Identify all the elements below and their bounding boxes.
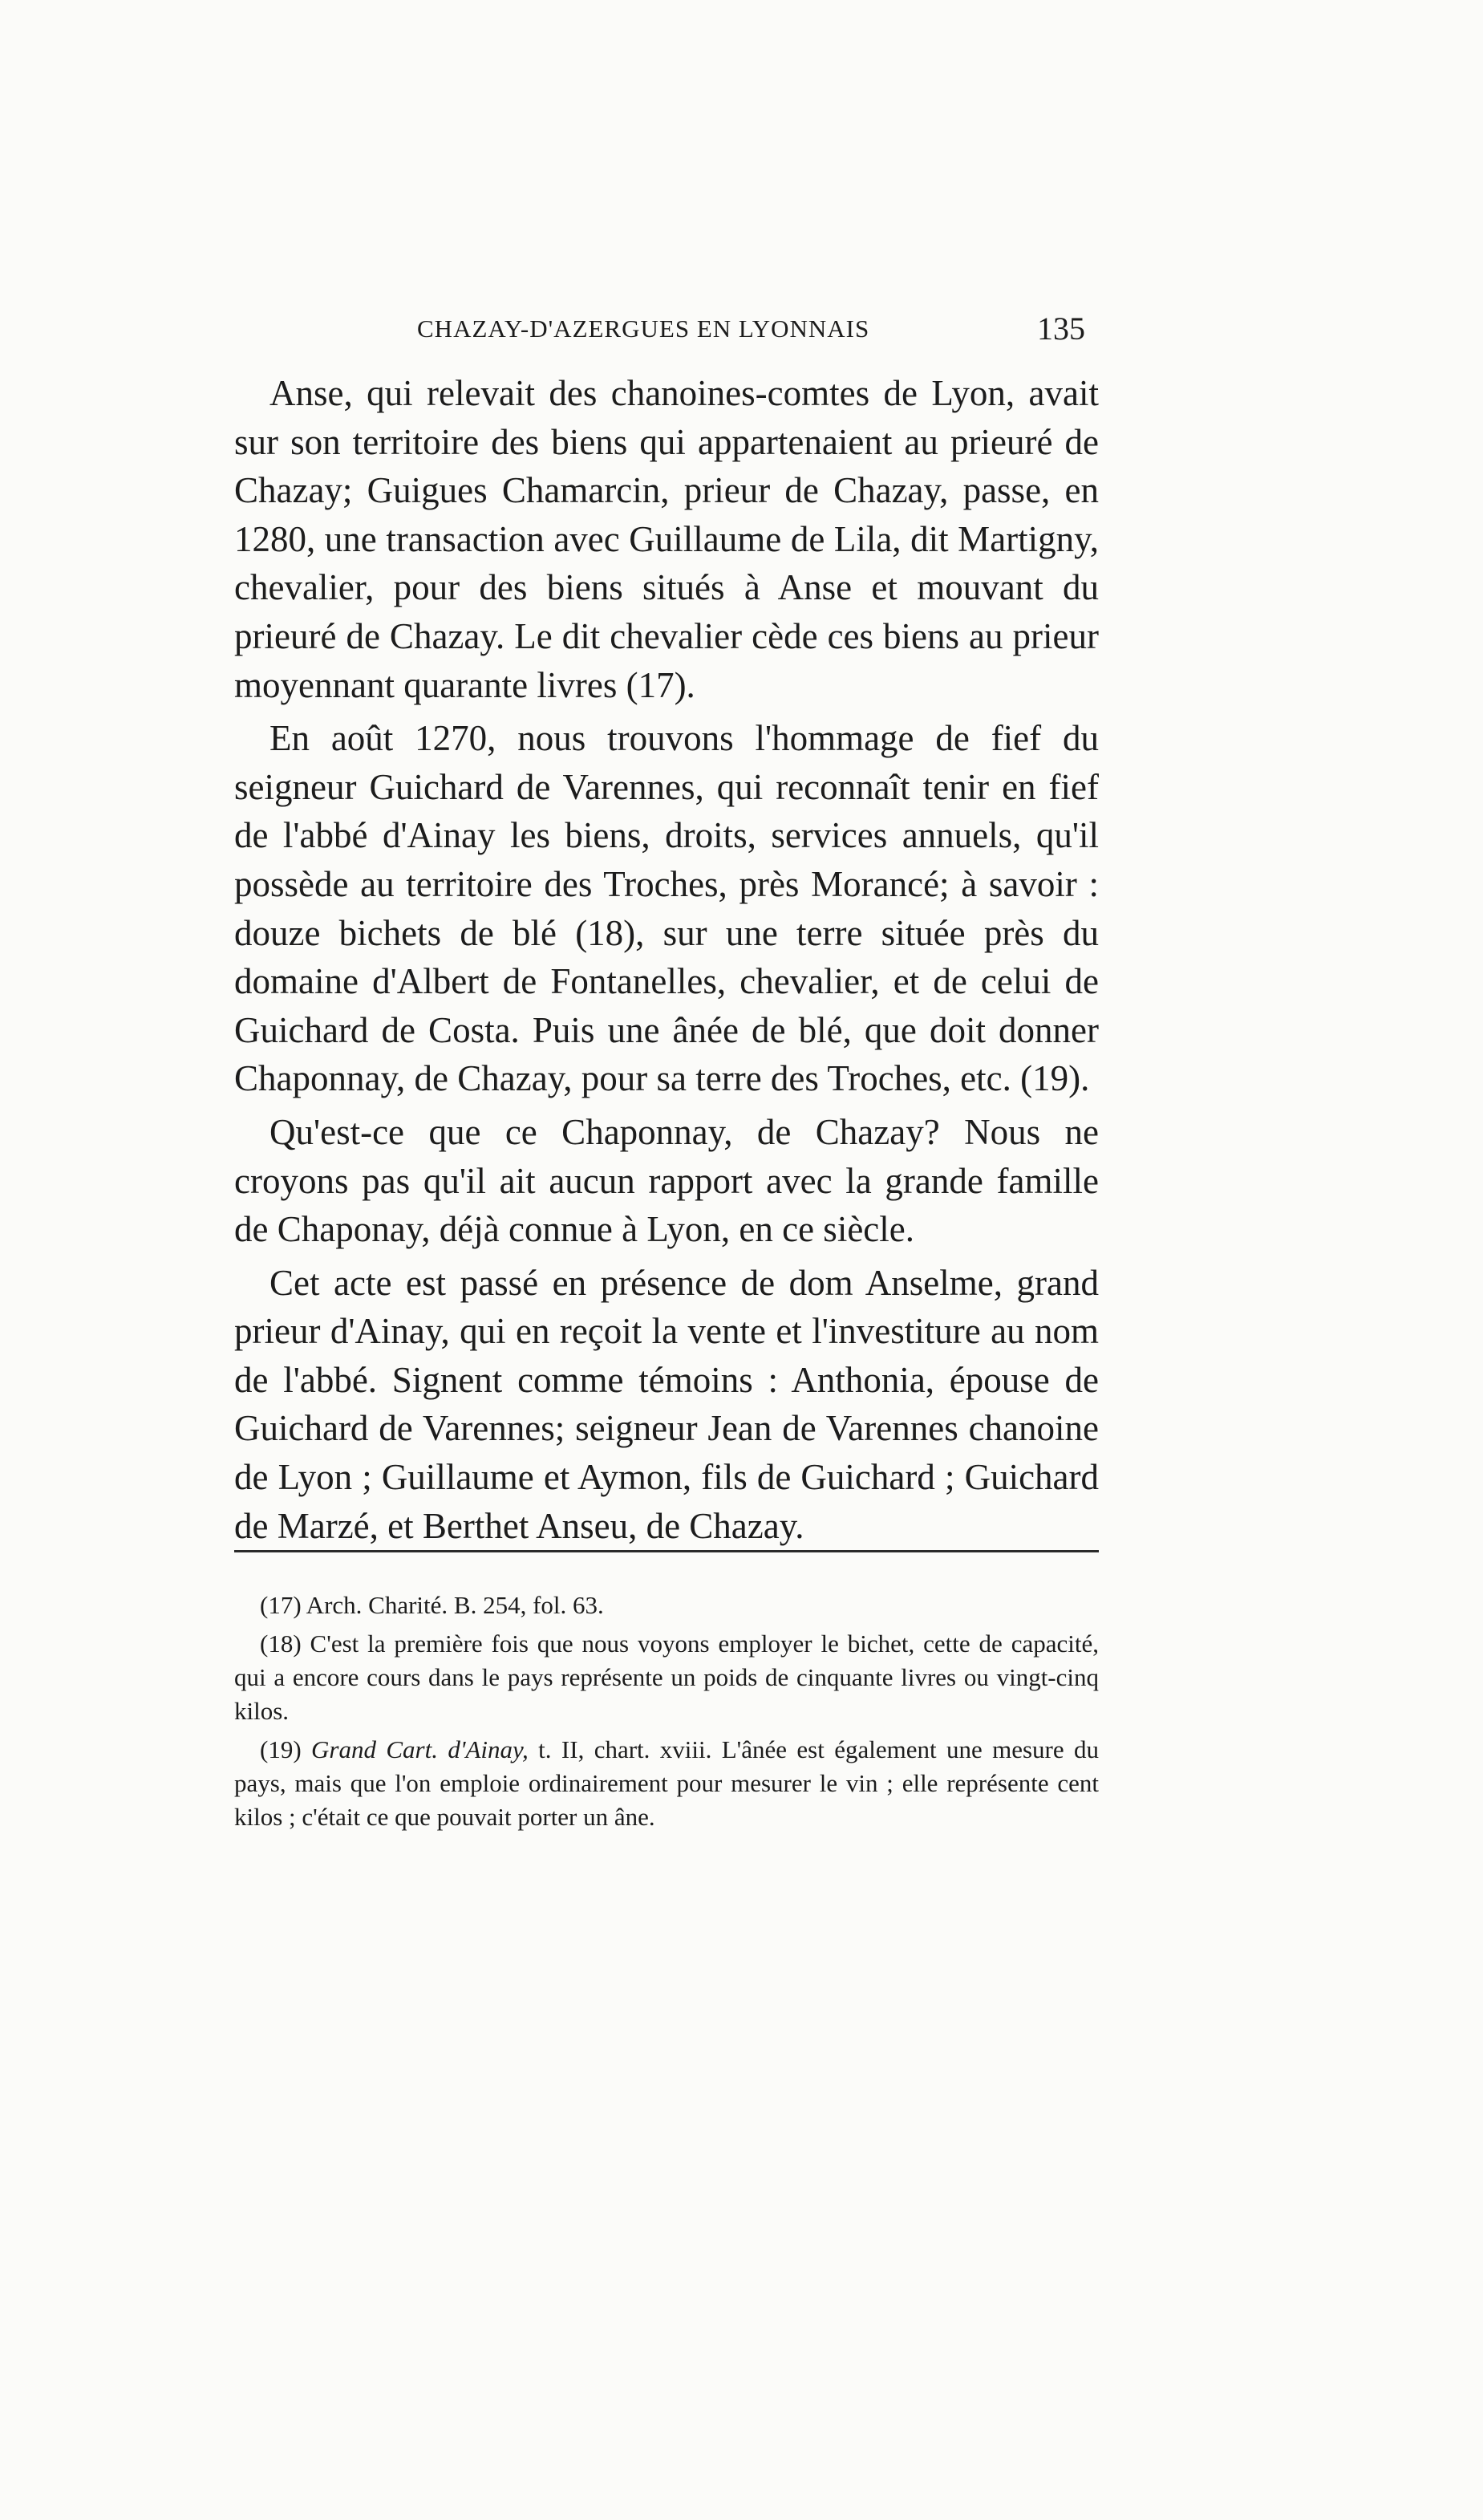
paragraph: Anse, qui relevait des chanoines-comtes de Lyon, avait sur son territoire des biens qui appartenaient au prieuré de Chazay; Guigues Chamarcin, prieur de Chazay, passe, en 1280, une transaction avec Guillaume de Lila, dit Martigny, chevalier, pour des biens situés à Anse et mouvant du prieuré de Chazay. Le dit chevalier cède ces biens au prieur moyennant quarante livres (17). [234,373,1099,705]
footnotes [234,1589,1099,1839]
footnote-17: (17) Arch. Charité. B. 254, fol. 63. [260,1591,604,1619]
paragraph: Cet acte est passé en présence de dom Anselme, grand prieur d'Ainay, qui en reçoit la vente et l'investiture au nom de l'abbé. Signent comme témoins : Anthonia, épouse de Guichard de Varennes; seigneur Jean de Varennes chanoine de Lyon ; Guillaume et Aymon, fils de Guichard ; Guichard de Marzé, et Berthet Anseu, de Chazay. [234,1262,1099,1546]
footnote-19-number: (19) [260,1735,312,1763]
footnote-19-title: Grand Cart. d'Ainay, [311,1735,529,1763]
footnote-divider [234,1550,1099,1552]
footnote-19 [234,1733,1099,1834]
paragraph: Qu'est-ce que ce Chaponnay, de Chazay? Nous ne croyons pas qu'il ait aucun rapport avec la grande famille de Chaponay, déjà connue à Lyon, en ce siècle. [234,1111,1099,1250]
main-text [234,369,1099,1555]
footnote-19-text: t. II, chart. xviii. L'ânée est également une mesure du pays, mais que l'on emploie ordinairement pour mesurer le vin ; elle représente cent kilos ; c'était ce que pouvait porter un âne. [234,1735,1099,1831]
running-title: CHAZAY-D'AZERGUES EN LYONNAIS [417,314,870,343]
paragraph: En août 1270, nous trouvons l'hommage de fief du seigneur Guichard de Varennes, qui reconnaît tenir en fief de l'abbé d'Ainay les biens, droits, services annuels, qu'il possède au territoire des Troches, près Morancé; à savoir : douze bichets de blé (18), sur une terre située près du domaine d'Albert de Fontanelles, chevalier, et de celui de Guichard de Costa. Puis une ânée de blé, que doit donner Chaponnay, de Chazay, pour sa terre des Troches, etc. (19). [234,718,1099,1099]
page-number: 135 [1037,310,1085,347]
footnote-18: (18) C'est la première fois que nous voyons employer le bichet, cette de capacité, qui a encore cours dans le pays représente un poids de cinquante livres ou vingt-cinq kilos. [234,1629,1099,1725]
